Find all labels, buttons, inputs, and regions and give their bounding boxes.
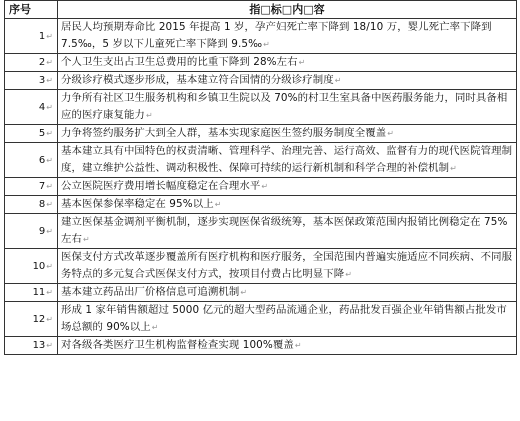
paragraph-mark-icon: ↵ (46, 314, 53, 324)
paragraph-mark-icon: ↵ (46, 182, 53, 191)
row-content (58, 284, 517, 302)
row-content (58, 302, 517, 337)
row-number (5, 214, 58, 249)
row-content-text: 形成 1 家年销售额超过 5000 亿元的超大型药品流通企业，药品批发百强企业年销售额占批发市场总额的 90%以上 (61, 304, 507, 333)
row-number-text: 8 (38, 199, 46, 210)
row-content-text: 个人卫生支出占卫生总费用的比重下降到 28%左右 (61, 56, 298, 68)
row-number (5, 72, 58, 90)
table-row (5, 196, 517, 214)
row-content-text: 力争所有社区卫生服务机构和乡镇卫生院以及 70%的村卫生室具备中医药服务能力，同时具备相应的医疗康复能力 (61, 92, 508, 121)
paragraph-mark-icon: ↵ (46, 341, 53, 350)
row-content-text: 基本建立药品出厂价格信息可追溯机制 (61, 286, 240, 298)
paragraph-mark-icon: ↵ (46, 226, 53, 236)
row-number-text: 11 (32, 287, 46, 298)
row-number (5, 302, 58, 337)
table-row (5, 214, 517, 249)
table-row (5, 337, 517, 355)
row-number-text: 5 (38, 128, 46, 139)
paragraph-mark-icon: ↵ (261, 182, 269, 191)
paragraph-mark-icon: ↵ (240, 288, 248, 297)
paragraph-mark-icon: ↵ (450, 164, 457, 173)
paragraph-mark-icon: ↵ (82, 235, 90, 244)
row-number-text: 13 (32, 340, 46, 351)
row-number (5, 178, 58, 196)
row-number (5, 337, 58, 355)
row-content-text: 公立医院医疗费用增长幅度稳定在合理水平 (61, 180, 261, 192)
table-row (5, 125, 517, 143)
paragraph-mark-icon: ↵ (46, 200, 53, 209)
row-content (58, 90, 517, 125)
paragraph-mark-icon: ↵ (46, 129, 53, 138)
row-number-text: 9 (38, 225, 46, 237)
paragraph-mark-icon: ↵ (334, 76, 342, 85)
row-content (58, 214, 517, 249)
row-content-text: 分级诊疗模式逐步形成，基本建立符合国情的分级诊疗制度 (61, 74, 334, 86)
row-content-text: 基本医保参保率稳定在 95%以上 (61, 198, 214, 210)
paragraph-mark-icon: ↵ (345, 270, 353, 279)
paragraph-mark-icon: ↵ (46, 102, 53, 112)
row-number (5, 249, 58, 284)
row-content (58, 178, 517, 196)
table-row (5, 19, 517, 54)
table-row (5, 249, 517, 284)
row-number (5, 284, 58, 302)
table-row (5, 54, 517, 72)
row-number-text: 3 (38, 75, 46, 86)
targets-table (4, 0, 517, 355)
table-row (5, 90, 517, 125)
paragraph-mark-icon: ↵ (46, 58, 53, 67)
row-content-text: 医保支付方式改革逐步覆盖所有医疗机构和医疗服务，全国范围内普遍实施适应不同疾病、不同服务特点的多元复合式医保支付方式，按项目付费占比明显下降 (61, 251, 513, 280)
row-number (5, 125, 58, 143)
paragraph-mark-icon: ↵ (214, 200, 222, 209)
row-number (5, 196, 58, 214)
paragraph-mark-icon: ↵ (46, 261, 53, 271)
column-header-target: 指□标□内□容 (58, 1, 517, 19)
row-content (58, 54, 517, 72)
row-content-text: 力争将签约服务扩大到全人群，基本实现家庭医生签约服务制度全覆盖 (61, 127, 387, 139)
row-content-text: 居民人均预期寿命比 2015 年提高 1 岁，孕产妇死亡率下降到 18/10 万，婴儿死亡率下降到 7.5‰，5 岁以下儿童死亡率下降到 9.5‰ (61, 21, 492, 50)
row-content (58, 72, 517, 90)
document-sheet (4, 0, 516, 355)
row-number-text: 12 (32, 313, 46, 325)
row-content-text: 建立医保基金调剂平衡机制，逐步实现医保省级统筹，基本医保政策范围内报销比例稳定在 75%左右 (61, 216, 508, 245)
row-number-text: 10 (32, 260, 46, 272)
paragraph-mark-icon: ↵ (151, 323, 159, 332)
table-row (5, 72, 517, 90)
row-number (5, 90, 58, 125)
paragraph-mark-icon: ↵ (145, 111, 153, 120)
table-row (5, 284, 517, 302)
column-header-seq: 序号 (5, 1, 58, 19)
row-content-text: 对各级各类医疗卫生机构监督检查实现 100%覆盖 (61, 339, 294, 351)
paragraph-mark-icon: ↵ (294, 341, 302, 350)
paragraph-mark-icon: ↵ (46, 288, 53, 297)
table-row (5, 302, 517, 337)
row-content (58, 337, 517, 355)
row-content (58, 19, 517, 54)
table-body (5, 19, 517, 355)
row-number (5, 54, 58, 72)
row-number-text: 1 (38, 30, 46, 42)
row-content (58, 143, 517, 178)
paragraph-mark-icon: ↵ (298, 58, 306, 67)
row-number-text: 6 (38, 154, 46, 166)
table-row (5, 178, 517, 196)
paragraph-mark-icon: ↵ (387, 129, 395, 138)
paragraph-mark-icon: ↵ (46, 155, 53, 165)
row-number-text: 4 (38, 101, 46, 113)
row-content (58, 125, 517, 143)
paragraph-mark-icon: ↵ (46, 76, 53, 85)
row-content (58, 196, 517, 214)
paragraph-mark-icon: ↵ (46, 31, 53, 41)
table-header-row (5, 1, 517, 19)
paragraph-mark-icon: ↵ (263, 40, 270, 49)
row-content-text: 基本建立具有中国特色的权责清晰、管理科学、治理完善、运行高效、监督有力的现代医院管理制度，建立维护公益性、调动积极性、保障可持续的运行新机制和科学合理的补偿机制 (61, 145, 513, 174)
row-content (58, 249, 517, 284)
row-number-text: 7 (38, 181, 46, 192)
table-row (5, 143, 517, 178)
row-number (5, 19, 58, 54)
row-number (5, 143, 58, 178)
row-number-text: 2 (38, 57, 46, 68)
